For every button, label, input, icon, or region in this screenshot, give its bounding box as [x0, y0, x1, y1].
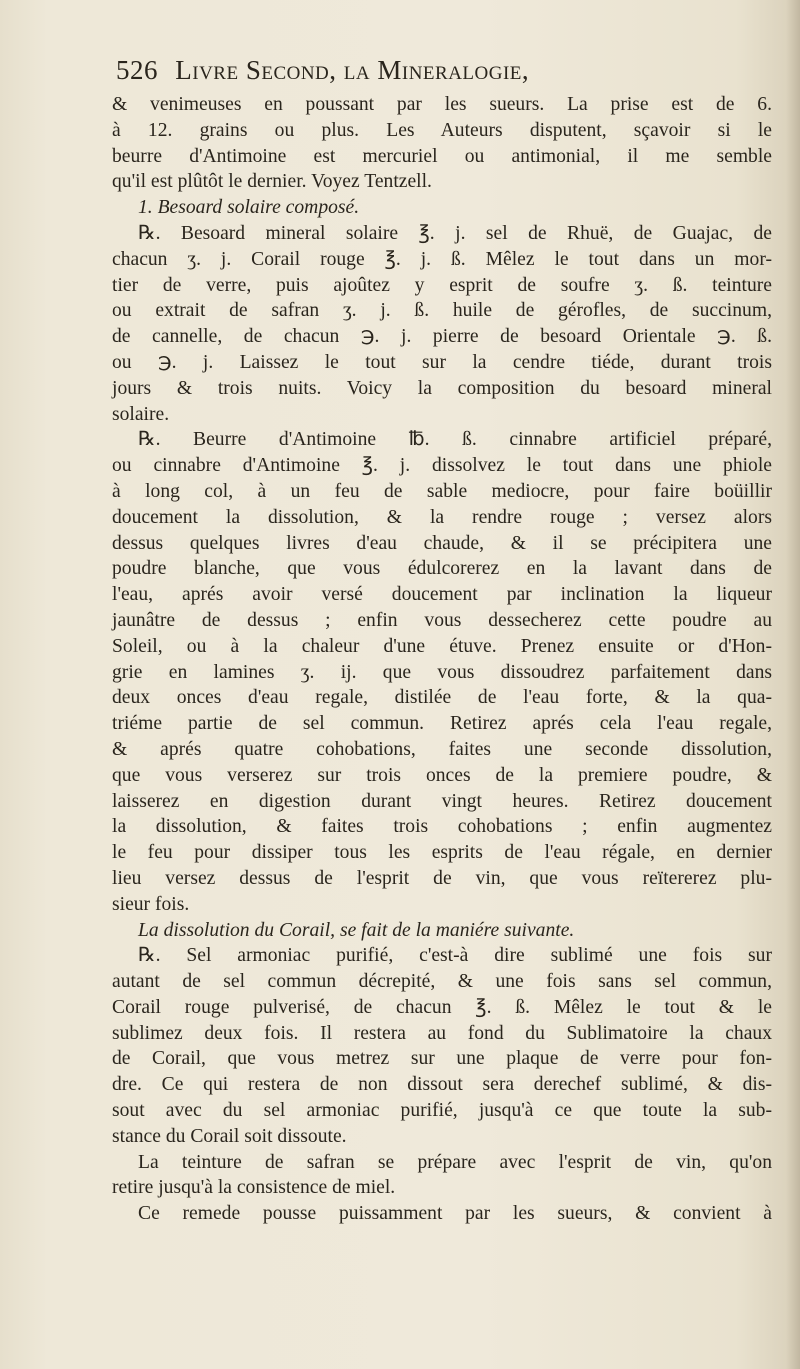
text-line: qu'il est plûtôt le dernier. Voyez Tentzell.: [112, 171, 432, 193]
text-line: ou ℈. j. Laissez le tout sur la cendre tiéde, durant trois: [112, 351, 772, 373]
text-line: Corail rouge pulverisé, de chacun ℥. ß. Mêlez le tout & le: [112, 996, 772, 1018]
text-line: autant de sel commun décrepité, & une fois sans sel commun,: [112, 971, 772, 993]
text-line: l'eau, aprés avoir versé doucement par inclination la liqueur: [112, 584, 772, 606]
text-line: Ce remede pousse puissamment par les sueurs, & convient à: [138, 1203, 772, 1225]
text-line: de Corail, que vous metrez sur une plaque de verre pour fon-: [112, 1048, 772, 1070]
text-line: poudre blanche, que vous édulcorerez en la lavant dans de: [112, 558, 772, 580]
text-line: solaire.: [112, 403, 170, 425]
body-text: [112, 92, 772, 1227]
text-line: sieur fois.: [112, 893, 190, 915]
text-line: dessus quelques livres d'eau chaude, & il se précipitera une: [112, 532, 772, 554]
text-line: jours & trois nuits. Voicy la composition du besoard mineral: [112, 377, 772, 399]
text-line: ℞. Beurre d'Antimoine ℔. ß. cinnabre artificiel préparé,: [138, 429, 772, 451]
text-line: dre. Ce qui restera de non dissout sera derechef sublimé, & dis-: [112, 1074, 772, 1096]
text-line: sublimez deux fois. Il restera au fond du Sublimatoire la chaux: [112, 1022, 772, 1044]
text-line: à 12. grains ou plus. Les Auteurs disputent, sçavoir si le: [112, 119, 772, 141]
text-line: sout avec du sel armoniac purifié, jusqu'à ce que toute la sub-: [112, 1100, 772, 1122]
text-line: chacun ʒ. j. Corail rouge ℥. j. ß. Mêlez le tout dans un mor-: [112, 248, 772, 270]
text-line: ℞. Sel armoniac purifié, c'est-à dire sublimé une fois sur: [138, 945, 772, 967]
text-line: & venimeuses en poussant par les sueurs. La prise est de 6.: [112, 94, 772, 115]
text-line: Soleil, ou à la chaleur d'une étuve. Prenez ensuite or d'Hon-: [112, 635, 772, 657]
text-line: grie en lamines ʒ. ij. que vous dissoudrez parfaitement dans: [112, 661, 772, 683]
text-line: laisserez en digestion durant vingt heures. Retirez doucement: [112, 790, 772, 812]
text-line: & aprés quatre cohobations, faites une seconde dissolution,: [112, 738, 772, 760]
text-line: à long col, à un feu de sable mediocre, pour faire boüillir: [112, 480, 772, 502]
text-line: tier de verre, puis ajoûtez y esprit de soufre ʒ. ß. teinture: [112, 274, 772, 296]
text-line: retire jusqu'à la consistence de miel.: [112, 1177, 396, 1199]
text-line: de cannelle, de chacun ℈. j. pierre de besoard Orientale ℈. ß.: [112, 326, 772, 348]
running-title: Livre Second, la Mineralogie,: [175, 55, 530, 85]
text-line: 1. Besoard solaire composé.: [138, 197, 360, 219]
text-line: que vous verserez sur trois onces de la premiere poudre, &: [112, 764, 772, 786]
running-header: [116, 52, 772, 88]
text-line: le feu pour dissiper tous les esprits de l'eau régale, en dernier: [112, 842, 772, 864]
text-line: beurre d'Antimoine est mercuriel ou antimonial, il me semble: [112, 145, 772, 167]
text-line: triéme partie de sel commun. Retirez aprés cela l'eau regale,: [112, 713, 772, 735]
text-line: deux onces d'eau regale, distilée de l'eau forte, & la qua-: [112, 687, 772, 709]
text-line: jaunâtre de dessus ; enfin vous dessecherez cette poudre au: [112, 609, 772, 631]
text-line: ℞. Besoard mineral solaire ℥. j. sel de Rhuë, de Guajac, de: [138, 222, 772, 244]
text-line: stance du Corail soit dissoute.: [112, 1125, 347, 1147]
text-line: ou extrait de safran ʒ. j. ß. huile de gérofles, de succinum,: [112, 300, 772, 322]
text-line: La teinture de safran se prépare avec l'esprit de vin, qu'on: [138, 1151, 772, 1173]
text-line: doucement la dissolution, & la rendre rouge ; versez alors: [112, 506, 772, 528]
text-line: La dissolution du Corail, se fait de la maniére suivante.: [138, 919, 575, 941]
page-text: [112, 52, 772, 1227]
page-number: 526: [116, 55, 158, 85]
text-line: la dissolution, & faites trois cohobations ; enfin augmentez: [112, 816, 772, 838]
text-line: lieu versez dessus de l'esprit de vin, que vous reïtererez plu-: [112, 867, 772, 889]
text-line: ou cinnabre d'Antimoine ℥. j. dissolvez le tout dans une phiole: [112, 455, 772, 477]
